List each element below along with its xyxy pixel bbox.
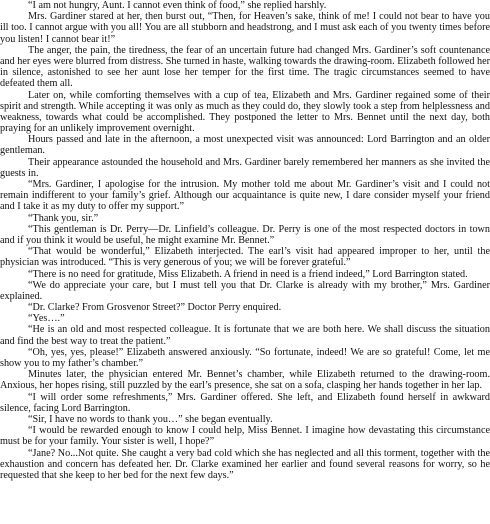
paragraph: Their appearance astounded the household and Mrs. Gardiner barely remembered her manners as she invited the guests in. [0,156,490,179]
paragraph: “I am not hungry, Aunt. I cannot even think of food,” she replied harshly. [28,0,327,11]
paragraph: “Thank you, sir.” [28,212,99,224]
paragraph: “There is no need for gratitude, Miss Elizabeth. A friend in need is a friend indeed,” Lord Barrington stated. [28,268,468,280]
paragraph: “Oh, yes, yes, please!” Elizabeth answered anxiously. “So fortunate, indeed! We are so grateful! Come, let me show you to my father’s chamber.” [0,346,490,369]
paragraph: Mrs. Gardiner stared at her, then burst out, “Then, for Heaven’s sake, think of me! I could not bear to have you ill too. I cannot argue with you all! You are all stubborn and headstrong, and I must ask each of you twenty times before you listen! I cannot bear it!” [0,11,490,45]
paragraph: “Sir, I have no words to thank you…” she began eventually. [28,413,273,425]
paragraph: “Dr. Clarke? From Grosvenor Street?” Doctor Perry enquired. [28,302,282,314]
paragraph: Minutes later, the physician entered Mr. Bennet’s chamber, while Elizabeth returned to the drawing-room. Anxious, her hopes rising, still puzzled by the earl’s presence, she sat on a sofa, clasping her hands together in her lap. [0,369,490,392]
paragraph: “Jane? No...Not quite. She caught a very bad cold which she has neglected and all this torment, together with the exhaustion and concern has defeated her. Dr. Clarke examined her earlier and found several reasons for worry, so he requested that she keep to her bed for the next few days.” [0,447,490,481]
paragraph: “This gentleman is Dr. Perry—Dr. Linfield’s colleague. Dr. Perry is one of the most respected doctors in town and if you think it would be useful, he might examine Mr. Bennet.” [0,223,490,246]
paragraph: The anger, the pain, the tiredness, the fear of an uncertain future had changed Mrs. Gardiner’s soft countenance and her eyes were blurred from distress. She turned in haste, walking towards the drawing-room. Elizabeth followed her in silence, astonished to see her aunt lose her temper for the first time. The tragic circumstances seemed to have defeated them all. [0,44,490,90]
paragraph: “Mrs. Gardiner, I apologise for the intrusion. My mother told me about Mr. Gardiner’s visit and I could not remain indifferent to your family’s grief. Although our acquaintance is quite new, I dare consider myself your friend and I take it as my duty to offer my support.” [0,179,490,213]
paragraph: “That would be wonderful,” Elizabeth interjected. The earl’s visit had appeared improper to her, until the physician was introduced. “This is very generous of you; we will be forever grateful.” [0,246,490,269]
paragraph: “Yes….” [28,313,65,325]
paragraph: “I will order some refreshments,” Mrs. Gardiner offered. She left, and Elizabeth found herself in awkward silence, facing Lord Barrington. [0,391,490,414]
paragraph: “We do appreciate your care, but I must tell you that Dr. Clarke is already with my brother,” Mrs. Gardiner explained. [0,279,490,302]
paragraph: Hours passed and late in the afternoon, a most unexpected visit was announced: Lord Barrington and an older gentleman. [0,134,490,157]
paragraph: “He is an old and most respected colleague. It is fortunate that we are both here. We shall discuss the situation and find the best way to treat the patient.” [0,324,490,347]
paragraph: Later on, while comforting themselves with a cup of tea, Elizabeth and Mrs. Gardiner regained some of their spirit and strength. While accepting it was only as much as they could do, they slowly took a step from helplessness and weakness, towards what could be accomplished. They postponed the letter to Mrs. Bennet until the next day, both praying for an unlikely improvement overnight. [0,89,490,135]
paragraph: “I would be rewarded enough to know I could help, Miss Bennet. I imagine how devastating this circumstance must be for your family. Your sister is well, I hope?” [0,425,490,448]
